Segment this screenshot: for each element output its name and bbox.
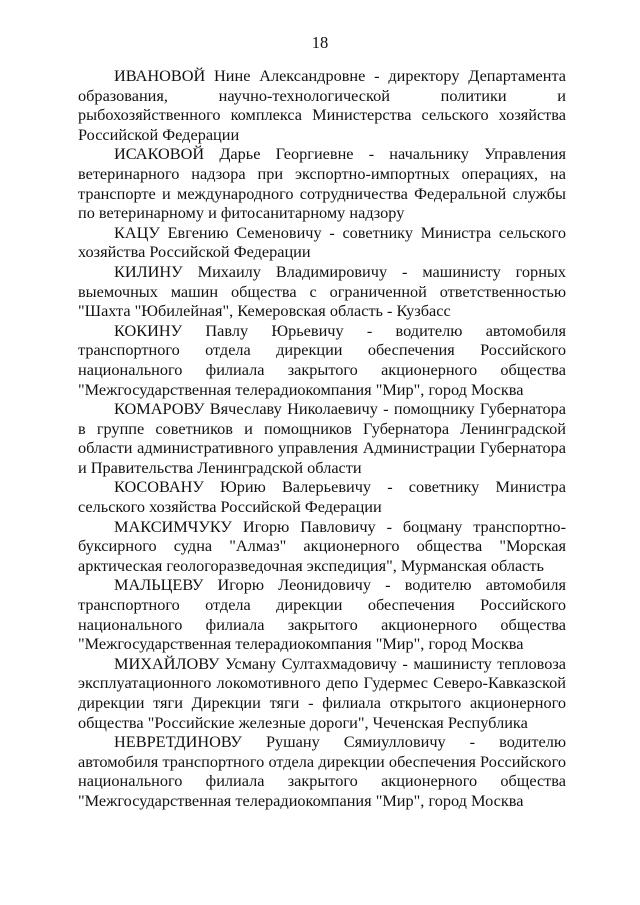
list-item: КОМАРОВУ Вячеславу Николаевичу - помощнику Губернатора в группе советников и помощников Губернатора Ленинградской области административного управления Администрации Губернатора и Правительства Ленинградской области — [78, 399, 566, 477]
list-item: МАЛЬЦЕВУ Игорю Леонидовичу - водителю автомобиля транспортного отдела дирекции обеспечения Российского национального филиала закрытого акционерного общества "Межгосударственная телерадиокомпания "Мир", город Москва — [78, 575, 566, 654]
list-item: КОСОВАНУ Юрию Валерьевичу - советнику Министра сельского хозяйства Российской Федерации — [78, 477, 566, 517]
list-item: КИЛИНУ Михаилу Владимировичу - машинисту горных выемочных машин общества с ограниченной ответственностью "Шахта "Юбилейная", Кемеровская область - Кузбасс — [78, 261, 566, 321]
list-item: ИВАНОВОЙ Нине Александровне - директору Департамента образования, научно-технологической политики и рыбохозяйственного комплекса Министерства сельского хозяйства Российской Федерации — [78, 66, 566, 144]
list-item: МАКСИМЧУКУ Игорю Павловичу - боцману транспортно-буксирного судна "Алмаз" акционерного общества "Морская арктическая геологоразведочная экспедиция", Мурманская область — [78, 516, 566, 575]
list-item: КАЦУ Евгению Семеновичу - советнику Министра сельского хозяйства Российской Федерации — [78, 222, 566, 262]
award-list — [78, 66, 566, 811]
page-number: 18 — [311, 33, 329, 52]
list-item: КОКИНУ Павлу Юрьевичу - водителю автомобиля транспортного отдела дирекции обеспечения Российского национального филиала закрытого акционерного общества "Межгосударственная телерадиокомпания "Мир", город Москва — [78, 320, 566, 399]
list-item: ИСАКОВОЙ Дарье Георгиевне - начальнику Управления ветеринарного надзора при экспортно-импортных операциях, на транспорте и международного сотрудничества Федеральной службы по ветеринарному и фитосанитарному надзору — [78, 144, 566, 223]
list-item: МИХАЙЛОВУ Усману Султахмадовичу - машинисту тепловоза эксплуатационного локомотивного депо Гудермес Северо-Кавказской дирекции тяги Дирекции тяги - филиала открытого акционерного общества "Российские железные дороги", Чеченская Республика — [78, 653, 566, 732]
list-item: НЕВРЕТДИНОВУ Рушану Сямиулловичу - водителю автомобиля транспортного отдела дирекции обеспечения Российского национального филиала закрытого акционерного общества "Межгосударственная телерадиокомпания "Мир", город Москва — [78, 732, 566, 810]
